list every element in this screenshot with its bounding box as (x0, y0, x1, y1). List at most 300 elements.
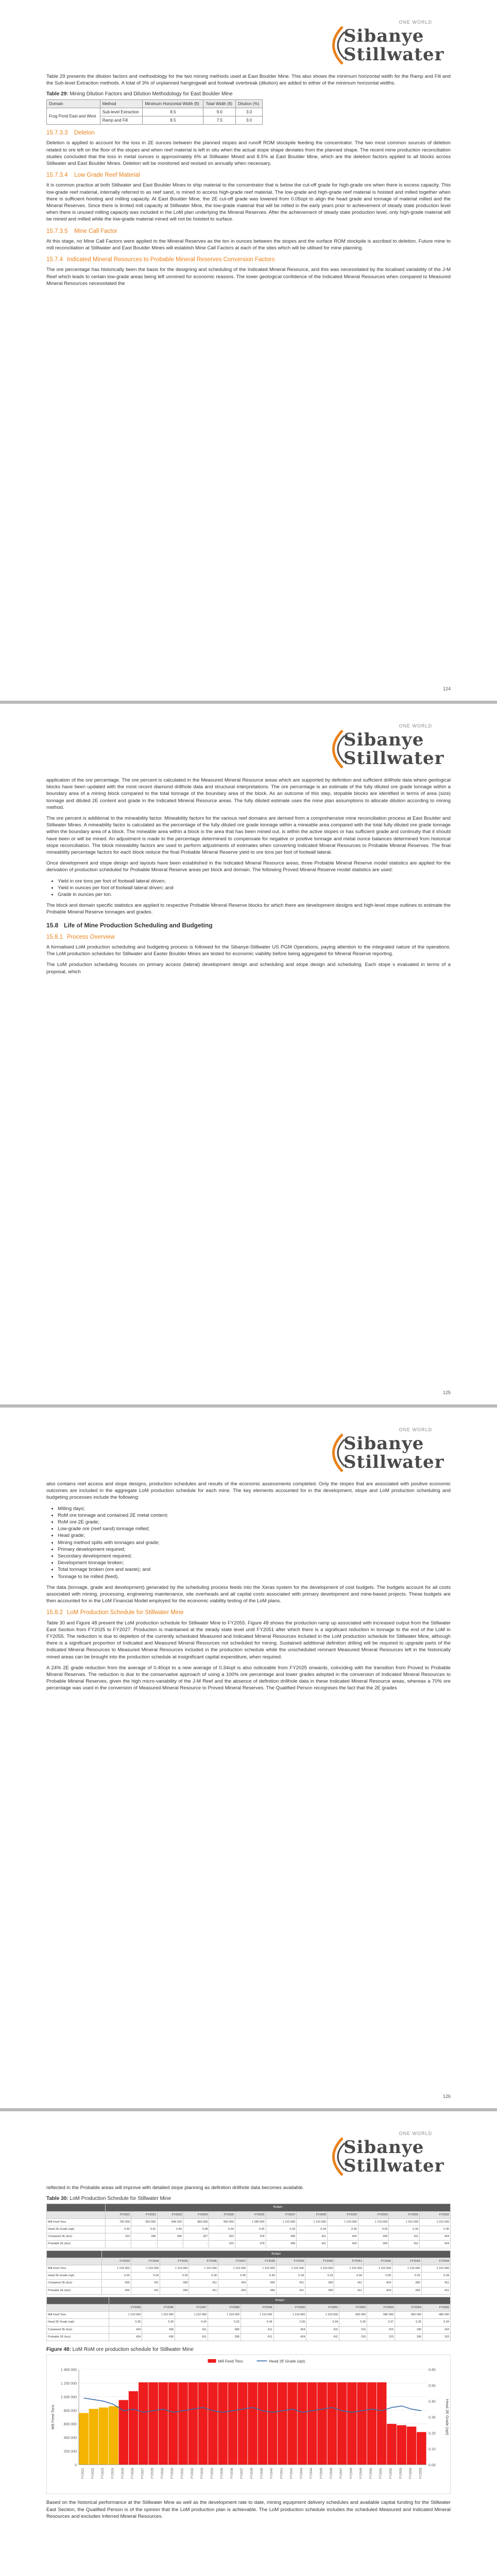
table-cell: 1 210 000 (392, 2265, 421, 2273)
y2-tick-label: 0.10 (429, 2448, 436, 2452)
table-cell: 436 (102, 2280, 131, 2287)
table-row-label: Head 2E Grade (opt) (47, 2273, 102, 2280)
x-tick-label: FY2034 (211, 2468, 214, 2479)
y2-tick-label: 0.50 (429, 2384, 436, 2388)
page-body (46, 2184, 451, 2524)
list-item: • Head grade; (58, 1532, 451, 1539)
paragraph: The ore percent is additional to the mineability factor. Mineability factors for the various reef domains are derived from a comprehensive mine reconciliation process at East Boulder and Stillwater Mines. A mineability factor is calculated as the percentage of the fully diluted ore grade tonnage within a mineable area compared with the total fully diluted ore grade tonnage within the boundary area of a block. The mineable area within a block is the area that has been mined out, is within the active stopes or has sufficient grade and continuity that it should have been or will be mined. An adjustment is made to the percentage determined to compensate for negative or positive tonnage and metal ounce balances determined from historical stope reconciliation. The block mineability factors are used to perform adjustments of estimates when converting Indicated Mineral Resources to Probable Mineral Reserves. The final mineability percentage factors for each block reduce the final Probable Mineral Reserve yield to ore tons per foot of footwall lateral. (46, 816, 451, 856)
bar-probable (139, 2382, 148, 2465)
table-cell: 424 (273, 2333, 306, 2341)
table-cell: 411 (421, 2287, 450, 2294)
table-cell: 1 210 000 (334, 2265, 363, 2273)
legend-label-grade: Head 2E Grade (opt) (269, 2359, 305, 2364)
table-cell: 1 210 000 (327, 2218, 358, 2226)
bar-probable (188, 2382, 198, 2465)
list-item: • Primary development required; (58, 1546, 451, 1553)
logo-word-2: Stillwater (344, 748, 444, 769)
table-cell: 0.34 (421, 2273, 450, 2280)
table-cell: 163 (422, 2333, 450, 2341)
table-cell: 480 000 (422, 2312, 450, 2319)
table-cell: 0.35 (218, 2273, 247, 2280)
table-cell: 411 (389, 2233, 420, 2241)
table-row-label: Contained 2E (koz) (47, 2326, 109, 2333)
x-tick-label: FY2035 (220, 2468, 224, 2479)
y-tick-label: 200 000 (63, 2450, 77, 2454)
table-row (47, 2226, 451, 2233)
table-cell: 0.34 (131, 2273, 160, 2280)
x-tick-label: FY2045 (320, 2468, 323, 2479)
table-header-cell: FY2046 (142, 2304, 175, 2312)
paragraph: The ore percentage has historically been the basis for the designing and scheduling of the Indicated Mineral Resource, and this was necessitated by the localised variability of the J-M Reef which leads to certain low-grade areas being left unmined for economic reasons. The lower geological confidence of the Indicated Mineral Resources when compared to Measured Mineral Resources necessitated the (46, 267, 451, 286)
table-cell: 1 210 000 (142, 2312, 175, 2319)
table-cell: 399 (208, 2333, 241, 2341)
list-item: • RoM ore tonnage and contained 2E metal content; (58, 1512, 451, 1519)
logo-tagline: ONE WORLD (399, 723, 432, 728)
paragraph: It is common practice at both Stillwater and East Boulder Mines to ship material to the concentrator that is below the cut-off grade for high-grade ore when there is excess capacity. This low-grade reef material, internally referred to as reef sand, is mined to access high-grade reef material. The low-grade and high-grade reef material is hoisted and milled together when there is sufficient hoisting and milling capacity. At East Boulder Mine, the 2E cut-off grade was lowered from 0.05opt to align the head grade and tonnage of material milled and the Mineral Reserves. Since there is limited mill capacity at Stillwater Mine, the low-grade material that will be milled in the early years prior to achievement of steady state production level when there is unused milling capacity was included in the LoM plan underlying the Mineral Reserves. After the achievement of steady state production level, only high-grade material will be mined and milled while the low-grade material mined will not be hoisted to surface. (46, 182, 451, 223)
table-cell: 0.33 (392, 2273, 421, 2280)
table-cell: 424 (109, 2326, 142, 2333)
table-header-row (47, 99, 263, 108)
table-caption-number: Table 30: (46, 2196, 68, 2202)
x-tick-label: FY2030 (171, 2468, 175, 2479)
list-item: • Low-grade ore (reef sand) tonnage milled; (58, 1526, 451, 1532)
page-number: 126 (442, 2094, 451, 2099)
x-tick-label: FY2022 (91, 2468, 95, 2479)
paragraph: The block and domain specific statistics are applied to respective Probable Mineral Reserve blocks for which there are development designs and high-level stope outlines to estimate the Probable Mineral Reserve tonnages and grades. (46, 903, 451, 916)
table-header-cell: Budget (105, 2204, 450, 2211)
table-cell: 399 (305, 2280, 334, 2287)
table-cell: 411 (189, 2287, 218, 2294)
table-row (47, 2218, 451, 2226)
table-cell: 411 (175, 2326, 208, 2333)
y-tick-label: 800 000 (63, 2409, 77, 2413)
x-tick-label: FY2048 (350, 2468, 353, 2479)
table-cell: 399 (358, 2233, 389, 2241)
logo-tagline: ONE WORLD (399, 20, 432, 25)
table-header-cell: Dilution (%) (236, 99, 263, 108)
section-number: 15.8 (46, 921, 59, 929)
table-header-cell: FY2047 (175, 2304, 208, 2312)
table-cell: 424 (327, 2241, 358, 2248)
table-cell: 424 (363, 2287, 392, 2294)
bar-proved (79, 2413, 89, 2465)
x-tick-label: FY2036 (230, 2468, 234, 2479)
table-cell: 215 (367, 2326, 395, 2333)
logo-word-2: Stillwater (344, 2156, 444, 2176)
table-header-cell: FY2044 (421, 2258, 450, 2265)
table-cell: 411 (306, 2326, 339, 2333)
table-header-cell: Method (100, 99, 143, 108)
x-tick-label: FY2028 (151, 2468, 155, 2479)
table-cell: 411 (276, 2280, 305, 2287)
chart-svg (47, 2355, 451, 2492)
table-cell: 0.34 (175, 2319, 208, 2326)
table-cell: 1 210 000 (208, 2312, 241, 2319)
table-cell: 1 210 000 (420, 2218, 451, 2226)
table-cell: 0.36 (102, 2273, 131, 2280)
table-header-cell: FY2021 (105, 2211, 131, 2218)
company-logo (322, 723, 451, 773)
table-header-cell: FY2054 (395, 2304, 423, 2312)
table-cell: 1 210 000 (306, 2312, 339, 2319)
table-row (47, 2312, 451, 2319)
table-cell: 215 (367, 2333, 395, 2341)
table-header-cell: FY2031 (389, 2211, 420, 2218)
table-row-label: Probable 2E (koz) (47, 2241, 106, 2248)
table-cell: 0.34 (422, 2319, 450, 2326)
table-header-cell: FY2051 (306, 2304, 339, 2312)
table-header-cell: FY2036 (189, 2258, 218, 2265)
table-header-cell: Domain (47, 99, 100, 108)
page-body (46, 1481, 451, 1696)
table-cell: 163 (422, 2326, 450, 2333)
page-body (46, 73, 451, 291)
table-cell: 399 (208, 2326, 241, 2333)
table-cell: 411 (189, 2280, 218, 2287)
x-tick-label: FY2043 (300, 2468, 303, 2479)
table-row (47, 2319, 451, 2326)
table-caption (46, 2195, 451, 2202)
table-row-label: Contained 2E (koz) (47, 2233, 106, 2241)
section-heading (46, 922, 451, 929)
list-item: • Grade in ounces per ton. (58, 891, 451, 898)
paragraph: A 24% 2E grade reduction from the average of 0.40opt to a new average of 0.34opt is also noticeable from FY2025 onwards, coinciding with the transition from Proved to Probable Mineral Reserves. The reduction is due to the conservative approach of using a 100% ore percentage and lower grades adopted in the conversion of Indicated Mineral Resources to Probable Mineral Reserves, given the high micro-variability of the J-M Reef and the absence of definition drillhole data in these Indicated Mineral Resource areas, whereas a 70% ore percentage was used in the conversion of Measured Mineral Resource to Proved Mineral Reserves. The Qualified Person recognises the fact that the 2E grades (46, 1665, 451, 1691)
table-header-cell: FY2050 (273, 2304, 306, 2312)
page-127 (0, 2111, 497, 2576)
table-cell: 399 (392, 2287, 421, 2294)
section-title: Process Overview (67, 934, 115, 940)
table-cell: 411 (131, 2287, 160, 2294)
table-cell: 196 (395, 2326, 423, 2333)
table-cell: 378 (235, 2241, 266, 2248)
table-cell: 760 000 (105, 2218, 131, 2226)
table-header-cell: FY2041 (334, 2258, 363, 2265)
logo-word-1: Sibanye (344, 26, 424, 46)
table-row (47, 2333, 451, 2341)
bar-probable (208, 2382, 218, 2465)
bar-probable (218, 2382, 228, 2465)
table-header-cell: FY2045 (109, 2304, 142, 2312)
table-header-cell: FY2038 (247, 2258, 276, 2265)
bar-proved (109, 2406, 118, 2465)
bar-probable (298, 2382, 307, 2465)
table-caption (46, 91, 451, 97)
table-cell: 323 (209, 2233, 235, 2241)
bar-probable (168, 2382, 178, 2465)
table-cell: 3.0 (236, 116, 263, 125)
x-tick-label: FY2024 (111, 2468, 115, 2479)
table-row-label: Contained 2E (koz) (47, 2280, 102, 2287)
table-row-label: Mill Feed Tons (47, 2265, 102, 2273)
table-cell: 378 (235, 2233, 266, 2241)
table-cell: 0.35 (109, 2319, 142, 2326)
table-cell: 0.33 (208, 2319, 241, 2326)
paragraph: At this stage, no Mine Call Factors were applied to the Mineral Reserves as the ton in ounces between the stopes and the surface ROM stockpile is ascribed to deletion. Future mine to mill reconciliation at Stillwater and East Boulder Mines will establish Mine Call Factors at each of the sites which will be utilised for mine planning. (46, 238, 451, 251)
schedule-table-block (46, 2297, 451, 2341)
section-number: 15.7.3.5 (46, 228, 68, 234)
table-row (47, 2287, 451, 2294)
list-item: • RoM ore 2E grade; (58, 1519, 451, 1526)
table-cell: 1 210 000 (358, 2218, 389, 2226)
schedule-table-block (46, 2204, 451, 2248)
bar-probable (407, 2427, 417, 2465)
list-item: • Total tonnage broken (ore and waste); and (58, 1566, 451, 1573)
table-row (47, 2326, 451, 2333)
section-heading (46, 1609, 451, 1616)
table-cell: 0.41 (131, 2226, 157, 2233)
table-header-cell: FY2030 (358, 2211, 389, 2218)
y2-tick-label: 0.30 (429, 2416, 436, 2420)
y-tick-label: 1 200 000 (60, 2382, 77, 2386)
table-header-cell (47, 2297, 109, 2304)
table-header-cell: Budget (109, 2297, 451, 2304)
logo-tagline: ONE WORLD (399, 1427, 432, 1432)
bar-probable (278, 2382, 287, 2465)
list-item: • Secondary development required; (58, 1553, 451, 1560)
x-tick-label: FY2025 (121, 2468, 125, 2479)
list-item: • Tonnage to be milled (feed). (58, 1573, 451, 1580)
table-cell: - (131, 2241, 157, 2248)
page-number: 124 (442, 686, 451, 691)
bar-probable (119, 2400, 129, 2465)
table-cell: 216 (339, 2333, 367, 2341)
section-title: LoM Production Schedule for Stillwater Mine (67, 1609, 184, 1616)
bar-probable (397, 2426, 407, 2465)
table-cell: 424 (109, 2333, 142, 2341)
table-header-cell: FY2037 (218, 2258, 247, 2265)
x-tick-label: FY2055 (419, 2468, 423, 2479)
x-tick-label: FY2041 (280, 2468, 284, 2479)
table-cell: 436 (142, 2333, 175, 2341)
list-item: • Mining method splits with tonnages and grade; (58, 1539, 451, 1546)
bar-probable (317, 2382, 327, 2465)
logo-word-2: Stillwater (344, 1452, 444, 1472)
table-cell: 0.35 (235, 2226, 266, 2233)
table-cell: 0.34 (389, 2226, 420, 2233)
table-header-cell: FY2032 (420, 2211, 451, 2218)
table-cell: 9.0 (203, 108, 236, 116)
table-cell: 436 (142, 2326, 175, 2333)
table-header-cell: FY2027 (266, 2211, 297, 2218)
table-header-cell: FY2029 (327, 2211, 358, 2218)
table-cell: 860 000 (183, 2218, 209, 2226)
section-number: 15.7.3.4 (46, 172, 68, 179)
bar-probable (129, 2392, 139, 2465)
y2-tick-label: 0.40 (429, 2400, 436, 2404)
page-body (46, 777, 451, 979)
bar-probable (337, 2382, 347, 2465)
y2-tick-label: 0.60 (429, 2368, 436, 2372)
legend-label-feed: Mill Feed Tons (218, 2359, 243, 2364)
paragraph: The data (tonnage, grade and development) generated by the scheduling process feeds into the Xeras system for the development of cost budgets. The budgets account for all costs associated with mining, processing, engineering maintenance, site overheads and all capital costs associated with primary development and mine-based projects. These budgets are then accounted for in the LoM Financial Model employed for the economic viability testing of the LoM plans. (46, 1584, 451, 1604)
table-cell: 424 (218, 2280, 247, 2287)
table-cell: 424 (420, 2233, 451, 2241)
table-header-cell: FY2053 (367, 2304, 395, 2312)
schedule-table-block (46, 2250, 451, 2295)
table-cell: 0.36 (339, 2319, 367, 2326)
table-header-cell: FY2055 (422, 2304, 450, 2312)
table-cell: 1 210 000 (273, 2312, 306, 2319)
table-header-cell (47, 2211, 106, 2218)
table-cell: 327 (183, 2233, 209, 2241)
table-cell: 0.35 (363, 2273, 392, 2280)
x-tick-label: FY2033 (201, 2468, 204, 2479)
table-cell: 580 000 (367, 2312, 395, 2319)
table-cell: 7.5 (203, 116, 236, 125)
bar-probable (287, 2382, 297, 2465)
section-number: 15.7.4 (46, 257, 63, 263)
list-item: • Milling days; (58, 1505, 451, 1512)
table-cell: 411 (306, 2333, 339, 2341)
bar-probable (159, 2382, 168, 2465)
table-cell: 1 210 000 (160, 2265, 189, 2273)
table-cell: 399 (392, 2280, 421, 2287)
table-caption-text: Mining Dilution Factors and Dilution Methodology for East Boulder Mine (70, 91, 233, 97)
table-header-cell: FY2048 (208, 2304, 241, 2312)
table-row (47, 108, 263, 116)
bar-probable (417, 2432, 426, 2465)
y-tick-label: 600 000 (63, 2422, 77, 2427)
table-header-cell: FY2028 (297, 2211, 328, 2218)
logo-word-2: Stillwater (344, 44, 444, 65)
table-header-cell (47, 2258, 102, 2265)
table-cell: 0.33 (160, 2273, 189, 2280)
table-cell: 323 (209, 2241, 235, 2248)
table-header-cell: FY2043 (392, 2258, 421, 2265)
bar-probable (178, 2382, 188, 2465)
table-cell: 8.5 (143, 116, 203, 125)
bar-probable (387, 2424, 397, 2465)
table-cell: 820 000 (131, 2218, 157, 2226)
bar-probable (248, 2382, 258, 2465)
logo-word-1: Sibanye (344, 730, 424, 750)
table-header-cell (47, 2204, 106, 2211)
bar-probable (268, 2382, 278, 2465)
table-cell: 0.33 (266, 2226, 297, 2233)
paragraph: A formalised LoM production scheduling and budgeting process is followed for the Sibanye-Stillwater US PGM Operations, paying attention to the integrated nature of the operations. The LoM production schedules for Stillwater and Easter Boulder Mines are tested for economic viability before being aggregated for Mineral Reserve reporting. (46, 944, 451, 957)
table-header-cell: FY2022 (131, 2211, 157, 2218)
x-tick-label: FY2051 (380, 2468, 383, 2479)
table-header-cell: FY2039 (276, 2258, 305, 2265)
table-cell: 411 (334, 2287, 363, 2294)
table-cell: 0.42 (105, 2226, 131, 2233)
x-tick-label: FY2042 (290, 2468, 294, 2479)
table-cell: 840 000 (157, 2218, 183, 2226)
paragraph: reflected in the Probable areas will improve with detailed stope planning as definition drillhole data becomes available. (46, 2185, 304, 2191)
table-cell: 1 210 000 (109, 2312, 142, 2319)
bar-proved (99, 2408, 109, 2465)
table-header-cell: FY2033 (102, 2258, 131, 2265)
figure-caption-number: Figure 48: (46, 2347, 71, 2353)
table-cell: 411 (334, 2280, 363, 2287)
table-cell: 436 (247, 2287, 276, 2294)
table-row-label: Probable 2E (koz) (47, 2333, 109, 2341)
x-tick-label: FY2044 (310, 2468, 314, 2479)
bar-probable (148, 2382, 158, 2465)
table-cell: 600 000 (339, 2312, 367, 2319)
table-cell: 1 210 000 (389, 2218, 420, 2226)
bar-probable (367, 2382, 377, 2465)
table-cell: 0.37 (367, 2319, 395, 2326)
table-cell: 0.35 (420, 2226, 451, 2233)
table-cell: 8.5 (143, 108, 203, 116)
table-header-cell: Minimum Horizontal Width (ft) (143, 99, 203, 108)
table-cell: - (183, 2241, 209, 2248)
table-cell: 399 (358, 2241, 389, 2248)
table-header-cell: FY2035 (160, 2258, 189, 2265)
paragraph: Table 29 presents the dilution factors and methodology for the two mining methods used at East Boulder Mine. This also shows the minimum horizontal width for the Ramp and Fill and the Sub-level Extraction methods. A total of 3% of unplanned hangingwall and footwall overbreak (dilution) are added to either of the minimum horizontal widths. (46, 74, 451, 87)
x-tick-label: FY2026 (131, 2468, 135, 2479)
table-caption-number: Table 29: (46, 91, 68, 97)
table-cell: 1 210 000 (266, 2218, 297, 2226)
company-logo (322, 2131, 451, 2180)
table-cell: 411 (175, 2333, 208, 2341)
x-tick-label: FY2049 (359, 2468, 363, 2479)
table-cell: 336 (157, 2233, 183, 2241)
table-cell: 0.36 (142, 2319, 175, 2326)
page-125 (0, 704, 497, 1404)
y-tick-label: 400 000 (63, 2436, 77, 2441)
x-tick-label: FY2027 (141, 2468, 145, 2479)
y-axis-label: Mill Feed Tons (50, 2404, 55, 2430)
section-title: Low Grade Reef Material (74, 172, 140, 179)
table-header-cell: Budget (102, 2250, 451, 2258)
x-tick-label: FY2023 (101, 2468, 105, 2479)
table-cell: Sub-level Extraction (100, 108, 143, 116)
list-item: • Yield in ounces per foot of footwall lateral driven; and (58, 885, 451, 891)
table-header-cell: FY2026 (235, 2211, 266, 2218)
x-tick-label: FY2032 (191, 2468, 194, 2479)
table-cell: 0.34 (334, 2273, 363, 2280)
table-cell: 3.0 (236, 108, 263, 116)
table-cell: 1 210 000 (297, 2218, 328, 2226)
x-tick-label: FY2037 (241, 2468, 244, 2479)
x-tick-label: FY2031 (181, 2468, 184, 2479)
bar-probable (357, 2382, 367, 2465)
table-row-label: Mill Feed Tons (47, 2312, 109, 2319)
table-cell: 216 (339, 2326, 367, 2333)
table-row (47, 2273, 451, 2280)
table-cell: 0.34 (189, 2273, 218, 2280)
section-title: Life of Mine Production Scheduling and Budgeting (64, 921, 213, 929)
table-header-cell: FY2023 (157, 2211, 183, 2218)
table-30 (46, 2204, 451, 2341)
y2-axis-label: Head 2E Grade (opt) (445, 2399, 450, 2435)
table-cell: 0.35 (327, 2226, 358, 2233)
table-cell: 411 (241, 2326, 273, 2333)
table-cell: 0.33 (305, 2273, 334, 2280)
section-number: 15.8.2 (46, 1609, 63, 1616)
section-heading (46, 130, 451, 137)
figure-caption (46, 2346, 451, 2353)
table-cell: 0.40 (157, 2226, 183, 2233)
table-row-label: Mill Feed Tons (47, 2218, 106, 2226)
y-tick-label: 0 (75, 2464, 77, 2468)
list-item: • Yield in ore tons per foot of footwall lateral driven; (58, 878, 451, 885)
x-tick-label: FY2054 (409, 2468, 413, 2479)
table-cell: 1 210 000 (175, 2312, 208, 2319)
table-cell: - (157, 2241, 183, 2248)
x-tick-label: FY2040 (270, 2468, 274, 2479)
table-cell: 0.34 (241, 2319, 273, 2326)
table-cell: Frog Pond East and West (47, 108, 100, 124)
section-heading (46, 172, 451, 179)
x-tick-label: FY2052 (389, 2468, 393, 2479)
table-cell: 0.35 (395, 2319, 423, 2326)
bar-probable (307, 2382, 317, 2465)
section-title: Mine Call Factor (74, 228, 117, 234)
table-header-cell: FY2024 (183, 2211, 209, 2218)
